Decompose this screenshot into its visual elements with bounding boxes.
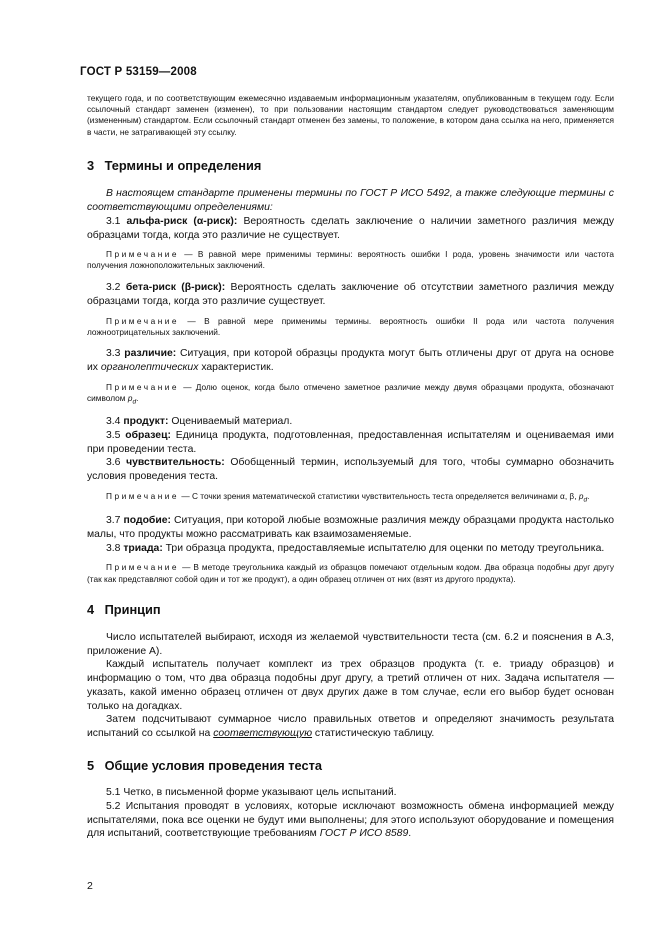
section-5-heading: 5 Общие условия проведения теста [87,758,322,774]
term-3-6: 3.6 чувствительность: Обобщенный термин, используемый для того, чтобы суммарно обозначить условия проведения теста. [87,457,615,483]
note-3-6: Примечание — С точки зрения математической статистики чувствительность теста определяется величинами α, β, $p_d$. [106,491,590,504]
section-4-paragraph-1: Число испытателей выбирают, исходя из желаемой чувствительности теста (см. 6.2 и пояснения в А.3, приложение А). [87,631,614,657]
term-3-4: 3.4 продукт: Оцениваемый материал. [106,416,293,428]
note-3-8: Примечание — В методе треугольника каждый из образцов помечают отдельным кодом. Два образца подобны друг другу (так как представляют собой один и тот же продукт), а один образец отличен от них (взят из другого продукта). [87,562,615,584]
section-4-paragraph-2: Каждый испытатель получает комплект из трех образцов продукта (т. е. триаду образцов) и информацию о том, что два образца подобны друг другу, а третий отличен от них. Задача испытателя — указать, какой именно образец отличен от двух других даже в том случае, если его выбор будет основан только на догадках. [87,659,614,712]
note-3-1: Примечание — В равной мере применимы термины: вероятность ошибки I рода, уровень значимости или частота получения ложноположительных заключений. [87,249,614,271]
section-5-paragraph-2: 5.2 Испытания проводят в условиях, которые исключают возможность обмена информацией между испытателями, пока все оценки не будут ими выполнены; для этого используют оборудование и помещения для испытаний, соответствующие требованиям ГОСТ Р ИСО 8589. [87,800,614,840]
term-3-2: 3.2 бета-риск (β-риск): Вероятность сделать заключение об отсутствии заметного различия между образцами тогда, когда это различие существует. [87,282,614,308]
intro-paragraph: текущего года, и по соответствующим ежемесячно издаваемым информационным указателям, опубликованным в текущем году. Если ссылочный стандарт заменен (изменен), то при пользовании настоящим стандартом следует руководствоваться заменяющим (измененным) стандартом. Если ссылочный стандарт отменен без замены, то положение, в котором дана ссылка на него, применяется в части, не затрагивающей эту ссылку. [87,93,614,137]
standard-code-header: ГОСТ Р 53159—2008 [80,66,197,78]
section-3-heading: 3 Термины и определения [87,157,262,173]
section-3-lead: В настоящем стандарте применены термины по ГОСТ Р ИСО 5492, а также следующие термины с соответствующими определениями: [87,187,614,213]
term-3-1: 3.1 альфа-риск (α-риск): Вероятность сделать заключение о наличии заметного различия между образцами тогда, когда это различие не существует. [87,216,615,242]
term-3-3: 3.3 различие: Ситуация, при которой образцы продукта могут быть отличены друг от друга на основе их органолептических характеристик. [87,348,614,374]
page-number: 2 [87,880,93,892]
section-4-paragraph-3: Затем подсчитывают суммарное число правильных ответов и определяют значимость результата испытаний со ссылкой на соответствующую статистическую таблицу. [87,714,614,740]
term-3-7: 3.7 подобие: Ситуация, при которой любые возможные различия между образцами продукта настолько малы, что продукты можно рассматривать как взаимозаменяемые. [87,514,615,540]
page-content [87,93,614,841]
section-4-heading: 4 Принцип [87,601,161,617]
term-3-8: 3.8 триада: Три образца продукта, предоставляемые испытателю для оценки по методу треугольника. [106,542,605,554]
section-5-paragraph-1: 5.1 Четко, в письменной форме указывают цель испытаний. [106,787,397,799]
note-3-2: Примечание — В равной мере применимы термины. вероятность ошибки II рода или частота получения ложноотрицательных заключений. [87,316,614,338]
note-3-3: Примечание — Долю оценок, когда было отмечено заметное различие между двумя образцами продукта, обозначают символом $p_d$. [87,382,614,406]
term-3-5: 3.5 образец: Единица продукта, подготовленная, предоставленная испытателям и оцениваемая ими при проведении теста. [87,429,614,455]
